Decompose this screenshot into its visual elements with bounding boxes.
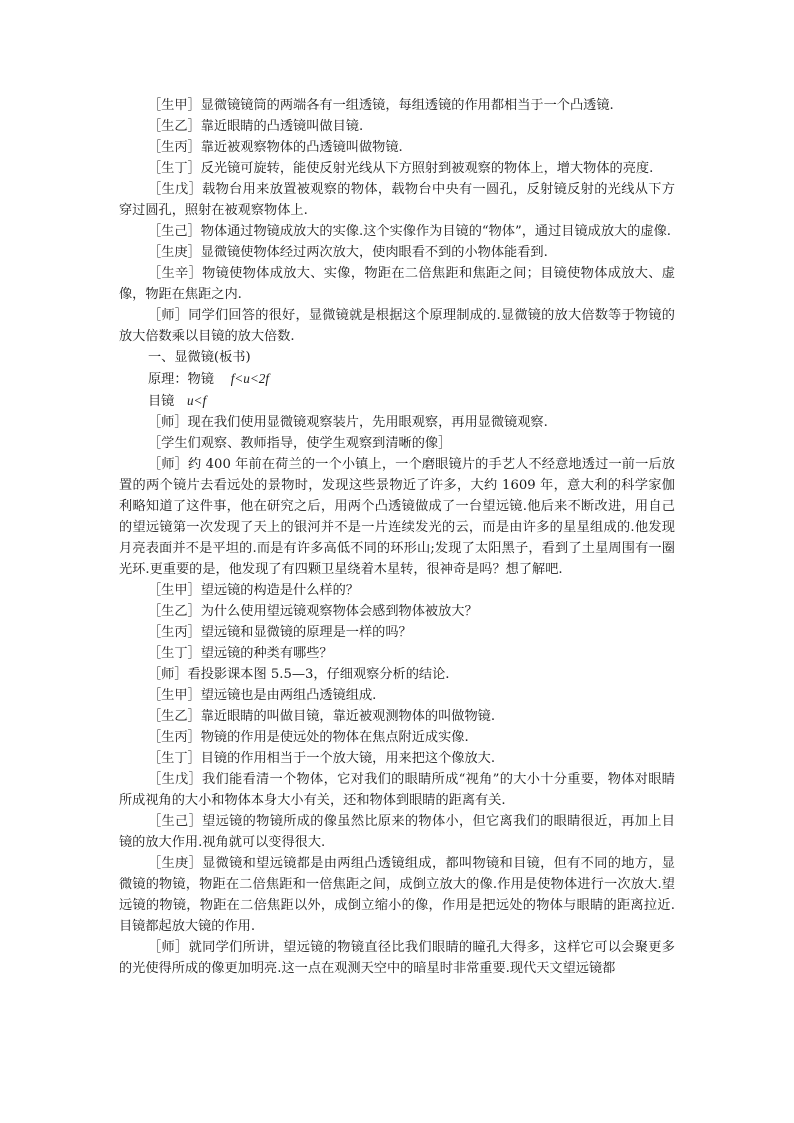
paragraph: ［生丙］望远镜和显微镜的原理是一样的吗？ [148, 625, 412, 640]
paragraph: ［生丙］靠近被观察物体的凸透镜叫做物镜. [148, 140, 403, 155]
paragraph: ［生丁］反光镜可旋转，能使反射光线从下方照射到被观察的物体上，增大物体的亮度. [148, 161, 654, 176]
paragraph: ［生辛］物镜使物体成放大、实像，物距在二倍焦距和焦距之间；目镜使物体成放大、虚像，物距在焦距之内. [119, 266, 675, 302]
paragraph: ［生己］望远镜的物镜所成的像虽然比原来的物体小，但它离我们的眼睛很近，再加上目镜的放大作用.视角就可以变得很大. [119, 814, 675, 850]
paragraph: ［生戊］载物台用来放置被观察的物体，载物台中央有一圆孔，反射镜反射的光线从下方穿过圆孔，照射在被观察物体上. [119, 182, 675, 218]
principle-line-objective [119, 368, 675, 390]
formula: f<u<2f [230, 371, 270, 386]
paragraph: ［生己］物体通过物镜成放大的实像.这个实像作为目镜的“物体”，通过目镜成放大的虚像. [148, 224, 671, 239]
principle-label: 原理：物镜 [148, 372, 214, 387]
paragraph: ［生庚］显微镜和望远镜都是由两组凸透镜组成，都叫物镜和目镜，但有不同的地方，显微镜的物镜，物距在二倍焦距和一倍焦距之间，成倒立放大的像.作用是使物体进行一次放大.望远镜的物镜，物距在二倍焦距以外，成倒立缩小的像，作用是把远处的物体与眼睛的距离拉近.目镜都起放大镜的作用. [119, 856, 675, 934]
paragraph: ［生乙］靠近眼睛的叫做目镜，靠近被观测物体的叫做物镜. [148, 709, 496, 724]
paragraph: ［生丁］目镜的作用相当于一个放大镜，用来把这个像放大. [148, 751, 496, 766]
section-heading: 一、显微镜(板书) [148, 350, 251, 365]
paragraph: ［师］现在我们使用显微镜观察装片，先用眼观察，再用显微镜观察. [148, 415, 548, 430]
paragraph: ［生乙］靠近眼睛的凸透镜叫做目镜. [148, 119, 364, 134]
principle-label: 目镜 [148, 394, 175, 409]
paragraph: ［生戊］我们能看清一个物体，它对我们的眼睛所成“视角”的大小十分重要，物体对眼睛所成视角的大小和物体本身大小有关，还和物体到眼睛的距离有关. [119, 772, 675, 808]
paragraph: ［生甲］望远镜的构造是什么样的？ [148, 583, 359, 598]
paragraph: ［生乙］为什么使用望远镜观察物体会感到物体被放大？ [148, 604, 478, 619]
paragraph: ［生甲］显微镜镜筒的两端各有一组透镜，每组透镜的作用都相当于一个凸透镜. [148, 98, 614, 113]
principle-line-eyepiece [119, 390, 675, 412]
paragraph: ［师］约 400 年前在荷兰的一个小镇上，一个磨眼镜片的手艺人不经意地透过一前一后放置的两个镜片去看远处的景物时，发现这些景物近了许多，大约 1609 年，意大利的科学家伽利略知道了这件事，他在研究之后，用两个凸透镜做成了一台望远镜.他后来不断改进，用自己的望远镜第一次发现了天上的银河并不是一片连续发光的云，而是由许多的星星组成的.他发现月亮表面并不是平坦的.而是有许多高低不同的环形山;发现了太阳黑子，看到了土星周围有一圈光环.更重要的是，他发现了有四颗卫星绕着木星转，很神奇是吗？想了解吧. [119, 457, 675, 577]
document-page [119, 95, 675, 979]
paragraph: ［生丙］物镜的作用是使远处的物体在焦点附近成实像. [148, 730, 469, 745]
paragraph: ［师］同学们回答的很好，显微镜就是根据这个原理制成的.显微镜的放大倍数等于物镜的放大倍数乘以目镜的放大倍数. [119, 308, 675, 344]
paragraph: ［生甲］望远镜也是由两组凸透镜组成. [148, 688, 377, 703]
paragraph: ［师］看投影课本图 5.5—3，仔细观察分析的结论. [148, 667, 450, 682]
paragraph: ［生庚］显微镜使物体经过两次放大，使肉眼看不到的小物体能看到. [148, 245, 548, 260]
paragraph: ［学生们观察、教师指导，使学生观察到清晰的像］ [148, 436, 452, 451]
formula: u<f [186, 393, 207, 408]
paragraph: ［生丁］望远镜的种类有哪些？ [148, 646, 333, 661]
paragraph: ［师］就同学们所讲，望远镜的物镜直径比我们眼睛的瞳孔大得多，这样它可以会聚更多的光使得所成的像更加明亮.这一点在观测天空中的暗星时非常重要.现代天文望远镜都 [119, 940, 675, 976]
